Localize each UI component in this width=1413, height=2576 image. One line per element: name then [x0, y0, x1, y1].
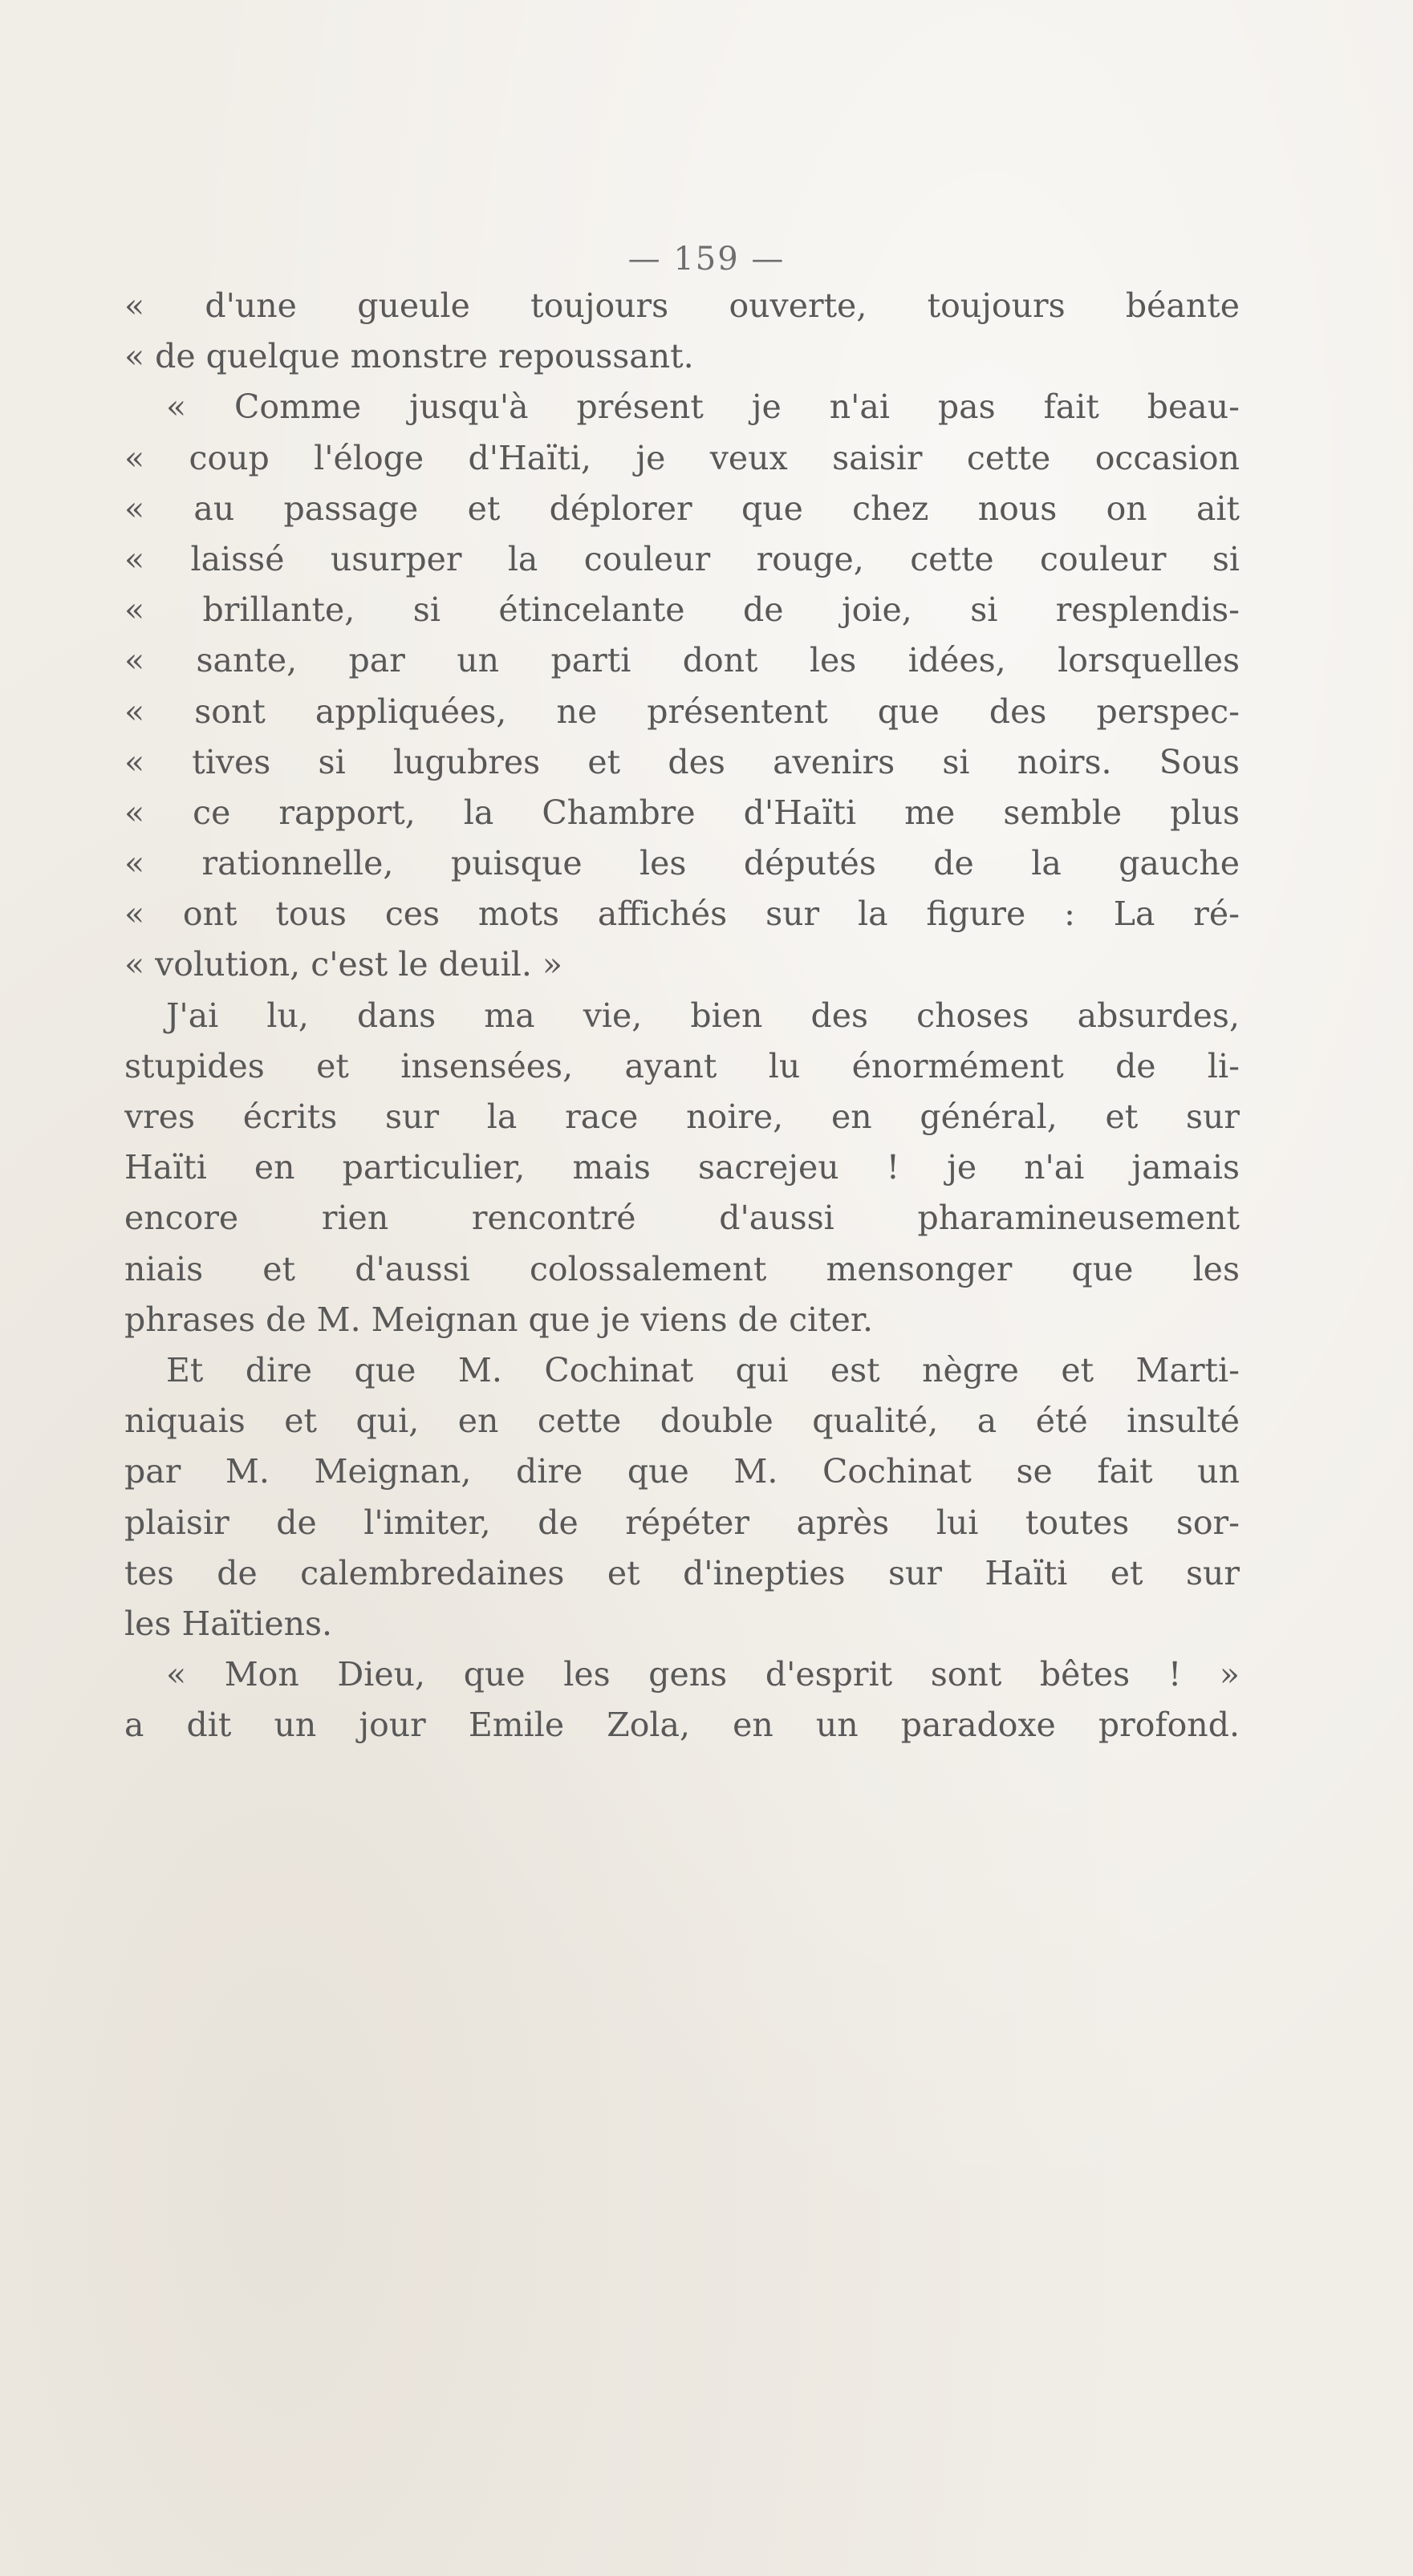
text-line: vres écrits sur la race noire, en général, et sur [124, 1097, 1240, 1136]
text-line: « ce rapport, la Chambre d'Haïti me semble plus [124, 793, 1240, 832]
text-line: plaisir de l'imiter, de répéter après lui toutes sor- [124, 1503, 1240, 1542]
body-text [124, 281, 1240, 1750]
text-line: « laissé usurper la couleur rouge, cette couleur si [124, 539, 1240, 578]
text-line: par M. Meignan, dire que M. Cochinat se fait un [124, 1452, 1240, 1491]
text-line: « ont tous ces mots affichés sur la figure : La ré- [124, 895, 1240, 934]
text-line: stupides et insensées, ayant lu énormément de li- [124, 1046, 1240, 1085]
text-line: « rationnelle, puisque les députés de la gauche [124, 844, 1240, 883]
text-line: « de quelque monstre repoussant. [124, 337, 694, 376]
text-line: « sont appliquées, ne présentent que des perspec- [124, 692, 1240, 731]
text-line: « Mon Dieu, que les gens d'esprit sont bêtes ! » [166, 1655, 1240, 1694]
text-line: « tives si lugubres et des avenirs si noirs. Sous [124, 742, 1240, 781]
text-line: Et dire que M. Cochinat qui est nègre et Marti- [166, 1350, 1240, 1389]
text-line: « au passage et déplorer que chez nous on ait [124, 489, 1240, 528]
text-line: encore rien rencontré d'aussi pharamineusement [124, 1199, 1240, 1238]
text-line: Haïti en particulier, mais sacrejeu ! je n'ai jamais [124, 1148, 1240, 1187]
text-line: a dit un jour Emile Zola, en un paradoxe profond. [124, 1706, 1240, 1745]
text-line: « brillante, si étincelante de joie, si resplendis- [124, 590, 1240, 630]
text-line: phrases de M. Meignan que je viens de citer. [124, 1300, 874, 1339]
page-number: — 159 — [627, 241, 786, 278]
text-line: niquais et qui, en cette double qualité, a été insulté [124, 1402, 1240, 1441]
text-line: « volution, c'est le deuil. » [124, 945, 562, 984]
text-line: les Haïtiens. [124, 1604, 333, 1643]
text-line: J'ai lu, dans ma vie, bien des choses absurdes, [166, 996, 1240, 1035]
text-line: « Comme jusqu'à présent je n'ai pas fait beau- [166, 387, 1240, 427]
text-line: niais et d'aussi colossalement mensonger que les [124, 1249, 1240, 1288]
text-line: « coup l'éloge d'Haïti, je veux saisir cette occasion [124, 438, 1240, 477]
text-line: « d'une gueule toujours ouverte, toujours béante [124, 286, 1240, 325]
text-line: tes de calembredaines et d'inepties sur Haïti et sur [124, 1553, 1240, 1592]
text-line: « sante, par un parti dont les idées, lorsquelles [124, 641, 1240, 680]
